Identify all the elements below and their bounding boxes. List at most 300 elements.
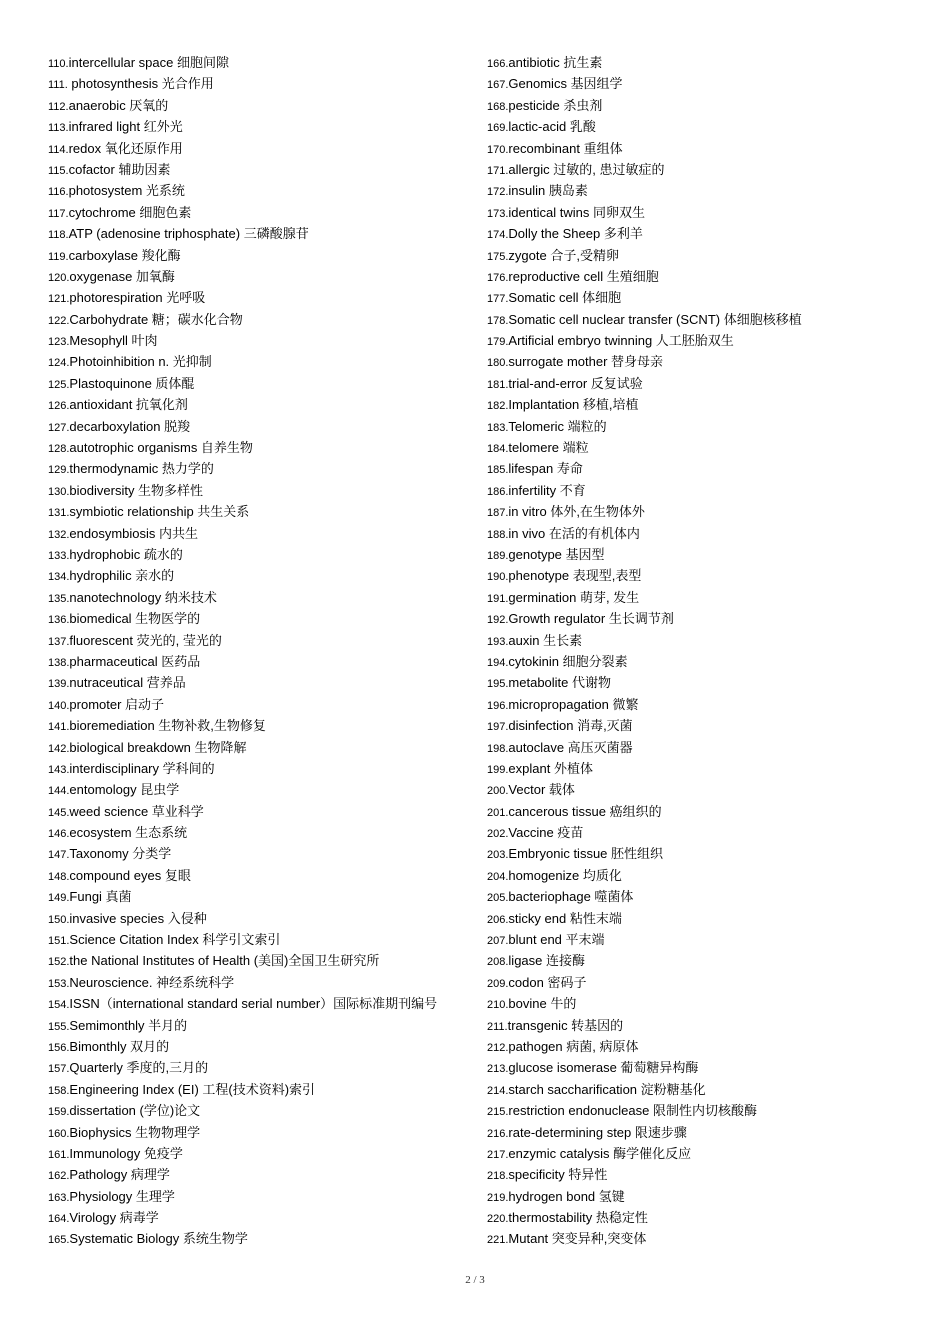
entry-term: bioremediation 生物补救,生物修复 — [69, 718, 266, 734]
entry-term: anaerobic 厌氧的 — [68, 97, 169, 113]
entry-number: 126. — [48, 400, 70, 413]
entry-term: germination 萌芽, 发生 — [508, 589, 640, 605]
entry-number: 176. — [487, 271, 509, 284]
glossary-entry — [48, 843, 480, 864]
entry-number: 185. — [487, 464, 509, 477]
glossary-entry — [48, 351, 480, 372]
glossary-entry — [48, 822, 480, 843]
glossary-entry — [48, 908, 480, 929]
entry-term: Systematic Biology 系统生物学 — [69, 1231, 248, 1247]
glossary-entry — [48, 416, 480, 437]
entry-number: 216. — [487, 1127, 509, 1140]
glossary-entry — [48, 95, 480, 116]
entry-number: 181. — [487, 378, 509, 391]
entry-term: autoclave 高压灭菌器 — [508, 739, 633, 755]
glossary-entry — [48, 73, 480, 94]
glossary-entry — [487, 694, 927, 715]
entry-number: 210. — [487, 999, 509, 1012]
glossary-entry — [487, 1164, 927, 1185]
entry-term: entomology 昆虫学 — [69, 782, 180, 798]
entry-number: 129. — [48, 464, 70, 477]
entry-term: decarboxylation 脱羧 — [69, 418, 191, 434]
glossary-entry — [48, 138, 480, 159]
entry-number: 180. — [487, 357, 509, 370]
glossary-entry — [48, 523, 480, 544]
glossary-entry — [48, 309, 480, 330]
entry-term: allergic 过敏的, 患过敏症的 — [508, 161, 665, 177]
entry-term: ISSN（international standard serial number）国际标准期刊编号 — [69, 996, 438, 1012]
entry-term: bacteriophage 噬菌体 — [508, 889, 634, 905]
entry-term: ATP (adenosine triphosphate) 三磷酸腺苷 — [68, 226, 309, 242]
entry-term: Bimonthly 双月的 — [69, 1038, 170, 1054]
entry-term: transgenic 转基因的 — [507, 1017, 624, 1033]
glossary-entry — [48, 950, 480, 971]
entry-term: restriction endonuclease 限制性内切核酸酶 — [508, 1103, 757, 1119]
entry-number: 171. — [487, 164, 509, 177]
entry-term: surrogate mother 替身母亲 — [508, 354, 664, 370]
glossary-entry — [487, 287, 927, 308]
glossary-entry — [487, 523, 927, 544]
entry-number: 153. — [48, 977, 70, 990]
glossary-entry — [487, 1057, 927, 1078]
entry-number: 219. — [487, 1191, 509, 1204]
entry-term: blunt end 平末端 — [508, 932, 605, 948]
entry-term: Semimonthly 半月的 — [69, 1017, 188, 1033]
entry-term: symbiotic relationship 共生关系 — [69, 504, 250, 520]
glossary-entry — [48, 501, 480, 522]
glossary-entry — [487, 865, 927, 886]
entry-term: Plastoquinone 质体醌 — [69, 375, 195, 391]
glossary-entry — [48, 1228, 480, 1249]
entry-number: 156. — [48, 1041, 70, 1054]
entry-number: 133. — [48, 549, 70, 562]
glossary-entry — [487, 1015, 927, 1036]
glossary-entry — [48, 159, 480, 180]
glossary-entry — [48, 993, 480, 1014]
entry-term: trial-and-error 反复试验 — [508, 375, 643, 391]
glossary-entry — [48, 630, 480, 651]
entry-term: intercellular space 细胞间隙 — [68, 55, 229, 70]
entry-term: zygote 合子,受精卵 — [508, 247, 619, 263]
entry-number: 154. — [48, 999, 70, 1012]
glossary-entry — [48, 886, 480, 907]
glossary-entry — [487, 245, 927, 266]
entry-term: specificity 特异性 — [508, 1167, 608, 1183]
entry-number: 221. — [487, 1234, 509, 1247]
glossary-entry — [487, 1122, 927, 1143]
entry-term: Biophysics 生物物理学 — [69, 1124, 201, 1140]
entry-term: pathogen 病菌, 病原体 — [508, 1038, 639, 1054]
entry-term: enzymic catalysis 酶学催化反应 — [508, 1145, 692, 1161]
entry-term: pesticide 杀虫剂 — [508, 97, 603, 113]
glossary-entry — [487, 138, 927, 159]
entry-number: 115. — [48, 164, 69, 177]
glossary-entry — [487, 330, 927, 351]
glossary-entry — [487, 929, 927, 950]
entry-term: Taxonomy 分类学 — [69, 846, 172, 862]
glossary-entry — [48, 565, 480, 586]
entry-term: carboxylase 羧化酶 — [68, 247, 181, 263]
entry-term: cytochrome 细胞色素 — [68, 204, 192, 220]
entry-number: 196. — [487, 699, 509, 712]
glossary-entry — [487, 202, 927, 223]
entry-term: nanotechnology 纳米技术 — [69, 589, 217, 605]
entry-number: 131. — [48, 507, 70, 520]
entry-number: 165. — [48, 1234, 70, 1247]
entry-term: in vitro 体外,在生物体外 — [508, 504, 645, 520]
entry-term: Dolly the Sheep 多利羊 — [508, 226, 643, 242]
entry-term: genotype 基因型 — [508, 546, 605, 562]
entry-number: 167. — [487, 79, 509, 92]
entry-number: 124. — [48, 357, 70, 370]
entry-number: 142. — [48, 742, 70, 755]
entry-term: Engineering Index (EI) 工程(技术资料)索引 — [69, 1081, 316, 1097]
glossary-entry — [487, 843, 927, 864]
entry-term: Somatic cell nuclear transfer (SCNT) 体细胞核移植 — [508, 311, 802, 327]
glossary-entry — [48, 266, 480, 287]
entry-number: 112. — [48, 100, 69, 113]
glossary-entry — [48, 373, 480, 394]
entry-term: Pathology 病理学 — [69, 1167, 170, 1183]
entry-term: bovine 牛的 — [508, 996, 577, 1012]
glossary-entry — [48, 801, 480, 822]
glossary-entry — [48, 1164, 480, 1185]
glossary-entry — [48, 608, 480, 629]
glossary-entry — [487, 116, 927, 137]
entry-number: 178. — [487, 314, 509, 327]
entry-number: 143. — [48, 763, 70, 776]
glossary-entry — [487, 501, 927, 522]
entry-number: 162. — [48, 1170, 70, 1183]
glossary-entry — [48, 180, 480, 201]
glossary-entry — [48, 1057, 480, 1078]
entry-number: 163. — [48, 1191, 70, 1204]
entry-term: codon 密码子 — [508, 974, 587, 990]
entry-term: biodiversity 生物多样性 — [69, 482, 204, 498]
entry-number: 146. — [48, 828, 70, 841]
entry-number: 187. — [487, 507, 509, 520]
entry-term: endosymbiosis 内共生 — [69, 525, 199, 541]
glossary-entry — [48, 394, 480, 415]
entry-number: 170. — [487, 143, 509, 156]
entry-term: infertility 不育 — [508, 482, 586, 498]
glossary-entry — [487, 1100, 927, 1121]
entry-number: 120. — [48, 271, 70, 284]
entry-number: 177. — [487, 293, 509, 306]
glossary-entry — [48, 202, 480, 223]
entry-number: 166. — [487, 58, 509, 70]
entry-term: metabolite 代谢物 — [508, 675, 612, 691]
glossary-column-left — [48, 52, 480, 1250]
entry-number: 138. — [48, 656, 70, 669]
entry-number: 159. — [48, 1106, 70, 1119]
entry-term: weed science 草业科学 — [69, 803, 204, 819]
glossary-entry — [48, 330, 480, 351]
entry-term: Fungi 真菌 — [69, 889, 132, 905]
entry-number: 215. — [487, 1106, 509, 1119]
entry-term: Embryonic tissue 胚性组织 — [508, 846, 664, 862]
entry-number: 209. — [487, 977, 509, 990]
entry-number: 114. — [48, 143, 69, 156]
entry-number: 175. — [487, 250, 509, 263]
entry-term: ligase 连接酶 — [508, 953, 586, 969]
glossary-entry — [487, 737, 927, 758]
glossary-entry — [487, 630, 927, 651]
entry-number: 111. — [48, 79, 68, 92]
entry-number: 158. — [48, 1084, 70, 1097]
entry-number: 140. — [48, 699, 70, 712]
entry-number: 145. — [48, 806, 70, 819]
glossary-entry — [487, 394, 927, 415]
entry-number: 128. — [48, 443, 70, 456]
entry-number: 135. — [48, 592, 70, 605]
entry-term: autotrophic organisms 自养生物 — [69, 440, 253, 456]
entry-term: Science Citation Index 科学引文索引 — [69, 932, 281, 948]
entry-term: Immunology 免疫学 — [69, 1145, 183, 1161]
entry-number: 132. — [48, 528, 70, 541]
entry-term: insulin 胰岛素 — [508, 183, 588, 199]
entry-term: ecosystem 生态系统 — [69, 825, 188, 841]
entry-number: 204. — [487, 870, 509, 883]
entry-number: 188. — [487, 528, 509, 541]
entry-number: 207. — [487, 935, 509, 948]
entry-term: cancerous tissue 癌组织的 — [508, 803, 662, 819]
glossary-entry — [48, 672, 480, 693]
entry-term: photosystem 光系统 — [68, 183, 185, 199]
glossary-entry — [487, 886, 927, 907]
entry-number: 148. — [48, 870, 70, 883]
glossary-entry — [487, 416, 927, 437]
entry-number: 123. — [48, 336, 70, 349]
entry-number: 147. — [48, 849, 70, 862]
entry-number: 149. — [48, 892, 70, 905]
entry-term: Vector 载体 — [508, 782, 575, 798]
entry-term: hydrophilic 亲水的 — [69, 568, 175, 584]
glossary-entry — [48, 758, 480, 779]
glossary-entry — [487, 52, 927, 73]
glossary-entry — [48, 694, 480, 715]
entry-term: Quarterly 季度的,三月的 — [69, 1060, 209, 1076]
entry-number: 191. — [487, 592, 509, 605]
entry-number: 125. — [48, 378, 70, 391]
entry-number: 195. — [487, 678, 509, 691]
entry-number: 201. — [487, 806, 509, 819]
entry-number: 213. — [487, 1063, 509, 1076]
glossary-entry — [48, 865, 480, 886]
entry-number: 164. — [48, 1213, 70, 1226]
entry-term: antibiotic 抗生素 — [508, 55, 603, 70]
entry-number: 194. — [487, 656, 509, 669]
glossary-entry — [487, 480, 927, 501]
glossary-entry — [487, 950, 927, 971]
entry-term: identical twins 同卵双生 — [508, 204, 645, 220]
entry-term: biological breakdown 生物降解 — [69, 739, 247, 755]
glossary-entry — [48, 1143, 480, 1164]
glossary-column-right — [487, 52, 927, 1250]
entry-number: 117. — [48, 207, 69, 220]
glossary-entry — [487, 1186, 927, 1207]
entry-number: 193. — [487, 635, 509, 648]
glossary-entry — [487, 801, 927, 822]
entry-term: rate-determining step 限速步骤 — [508, 1124, 687, 1140]
glossary-entry — [487, 351, 927, 372]
entry-number: 203. — [487, 849, 509, 862]
entry-number: 199. — [487, 763, 509, 776]
glossary-entry — [48, 972, 480, 993]
entry-term: Telomeric 端粒的 — [508, 418, 607, 434]
entry-number: 139. — [48, 678, 70, 691]
glossary-entry — [487, 672, 927, 693]
entry-number: 136. — [48, 614, 70, 627]
entry-number: 208. — [487, 956, 509, 969]
entry-term: Genomics 基因组学 — [508, 76, 623, 92]
glossary-entry — [48, 651, 480, 672]
glossary-entry — [487, 437, 927, 458]
glossary-entry — [48, 116, 480, 137]
entry-number: 168. — [487, 100, 509, 113]
glossary-entry — [487, 608, 927, 629]
entry-number: 192. — [487, 614, 509, 627]
glossary-entry — [48, 929, 480, 950]
entry-number: 218. — [487, 1170, 509, 1183]
entry-term: fluorescent 荧光的, 莹光的 — [69, 632, 222, 648]
entry-term: auxin 生长素 — [508, 632, 583, 648]
entry-term: Virology 病毒学 — [69, 1210, 159, 1226]
glossary-entry — [487, 822, 927, 843]
entry-number: 141. — [48, 721, 70, 734]
entry-number: 173. — [487, 207, 509, 220]
glossary-entry — [48, 245, 480, 266]
entry-term: starch saccharification 淀粉糖基化 — [508, 1081, 706, 1097]
glossary-entry — [48, 1186, 480, 1207]
entry-term: invasive species 入侵种 — [69, 910, 207, 926]
entry-number: 161. — [48, 1148, 70, 1161]
glossary-entry — [487, 908, 927, 929]
glossary-entry — [487, 651, 927, 672]
glossary-entry — [487, 972, 927, 993]
entry-number: 184. — [487, 443, 509, 456]
glossary-entry — [487, 223, 927, 244]
glossary-entry — [487, 565, 927, 586]
glossary-entry — [487, 1079, 927, 1100]
entry-term: photorespiration 光呼吸 — [69, 290, 206, 306]
entry-number: 157. — [48, 1063, 70, 1076]
entry-number: 190. — [487, 571, 509, 584]
entry-number: 200. — [487, 785, 509, 798]
entry-number: 121. — [48, 293, 70, 306]
glossary-entry — [48, 223, 480, 244]
glossary-entry — [487, 309, 927, 330]
entry-number: 150. — [48, 913, 70, 926]
entry-number: 172. — [487, 186, 509, 199]
entry-number: 127. — [48, 421, 70, 434]
entry-term: reproductive cell 生殖细胞 — [508, 268, 659, 284]
entry-number: 220. — [487, 1213, 509, 1226]
entry-term: Carbohydrate 糖；碳水化合物 — [69, 311, 243, 327]
entry-term: compound eyes 复眼 — [69, 867, 191, 883]
glossary-entry — [48, 544, 480, 565]
entry-number: 134. — [48, 571, 70, 584]
entry-number: 179. — [487, 336, 509, 349]
entry-number: 137. — [48, 635, 70, 648]
glossary-entry — [487, 758, 927, 779]
entry-number: 211. — [487, 1020, 508, 1033]
entry-number: 151. — [48, 935, 70, 948]
glossary-entry — [48, 779, 480, 800]
entry-number: 152. — [48, 956, 70, 969]
entry-term: hydrogen bond 氢键 — [508, 1188, 625, 1204]
glossary-entry — [48, 1036, 480, 1057]
entry-term: infrared light 红外光 — [68, 119, 183, 135]
entry-term: nutraceutical 营养品 — [69, 675, 186, 691]
glossary-entry — [48, 587, 480, 608]
glossary-entry — [487, 159, 927, 180]
entry-term: promoter 启动子 — [69, 696, 165, 712]
glossary-entry — [487, 73, 927, 94]
entry-number: 130. — [48, 485, 70, 498]
glossary-entry — [487, 544, 927, 565]
entry-number: 113. — [48, 122, 69, 135]
entry-term: thermodynamic 热力学的 — [69, 461, 214, 477]
entry-term: pharmaceutical 医药品 — [69, 653, 201, 669]
glossary-entry — [48, 52, 480, 73]
entry-number: 212. — [487, 1041, 509, 1054]
entry-term: cytokinin 细胞分裂素 — [508, 653, 628, 669]
glossary-entry — [48, 458, 480, 479]
entry-number: 183. — [487, 421, 509, 434]
entry-number: 182. — [487, 400, 509, 413]
glossary-entry — [48, 1100, 480, 1121]
entry-term: lactic-acid 乳酸 — [508, 119, 596, 135]
glossary-entry — [48, 1079, 480, 1100]
glossary-entry — [487, 95, 927, 116]
entry-number: 155. — [48, 1020, 70, 1033]
entry-term: in vivo 在活的有机体内 — [508, 525, 640, 541]
glossary-entry — [487, 587, 927, 608]
entry-term: Somatic cell 体细胞 — [508, 290, 622, 306]
glossary-entry — [487, 993, 927, 1014]
glossary-entry — [48, 737, 480, 758]
entry-number: 119. — [48, 250, 69, 263]
glossary-entry — [48, 1207, 480, 1228]
entry-term: hydrophobic 疏水的 — [69, 546, 183, 562]
glossary-entry — [487, 1036, 927, 1057]
entry-term: biomedical 生物医学的 — [69, 611, 201, 627]
glossary-entry — [48, 480, 480, 501]
entry-term: Mesophyll 叶肉 — [69, 333, 158, 349]
glossary-entry — [487, 373, 927, 394]
entry-term: oxygenase 加氧酶 — [69, 268, 175, 284]
glossary-entry — [487, 1207, 927, 1228]
entry-number: 202. — [487, 828, 509, 841]
entry-number: 189. — [487, 549, 509, 562]
entry-number: 118. — [48, 229, 69, 242]
entry-term: lifespan 寿命 — [508, 461, 583, 477]
entry-term: Neuroscience. 神经系统科学 — [69, 974, 235, 990]
entry-term: photosynthesis 光合作用 — [67, 76, 214, 92]
entry-term: explant 外植体 — [508, 760, 593, 776]
entry-term: interdisciplinary 学科间的 — [69, 760, 215, 776]
entry-term: sticky end 粘性末端 — [508, 910, 622, 926]
glossary-entry — [48, 715, 480, 736]
glossary-entry — [48, 1122, 480, 1143]
entry-term: glucose isomerase 葡萄糖异构酶 — [508, 1060, 699, 1076]
glossary-entry — [487, 180, 927, 201]
entry-term: cofactor 辅助因素 — [68, 161, 171, 177]
entry-term: telomere 端粒 — [508, 440, 589, 456]
glossary-entry — [48, 1015, 480, 1036]
glossary-entry — [487, 1143, 927, 1164]
